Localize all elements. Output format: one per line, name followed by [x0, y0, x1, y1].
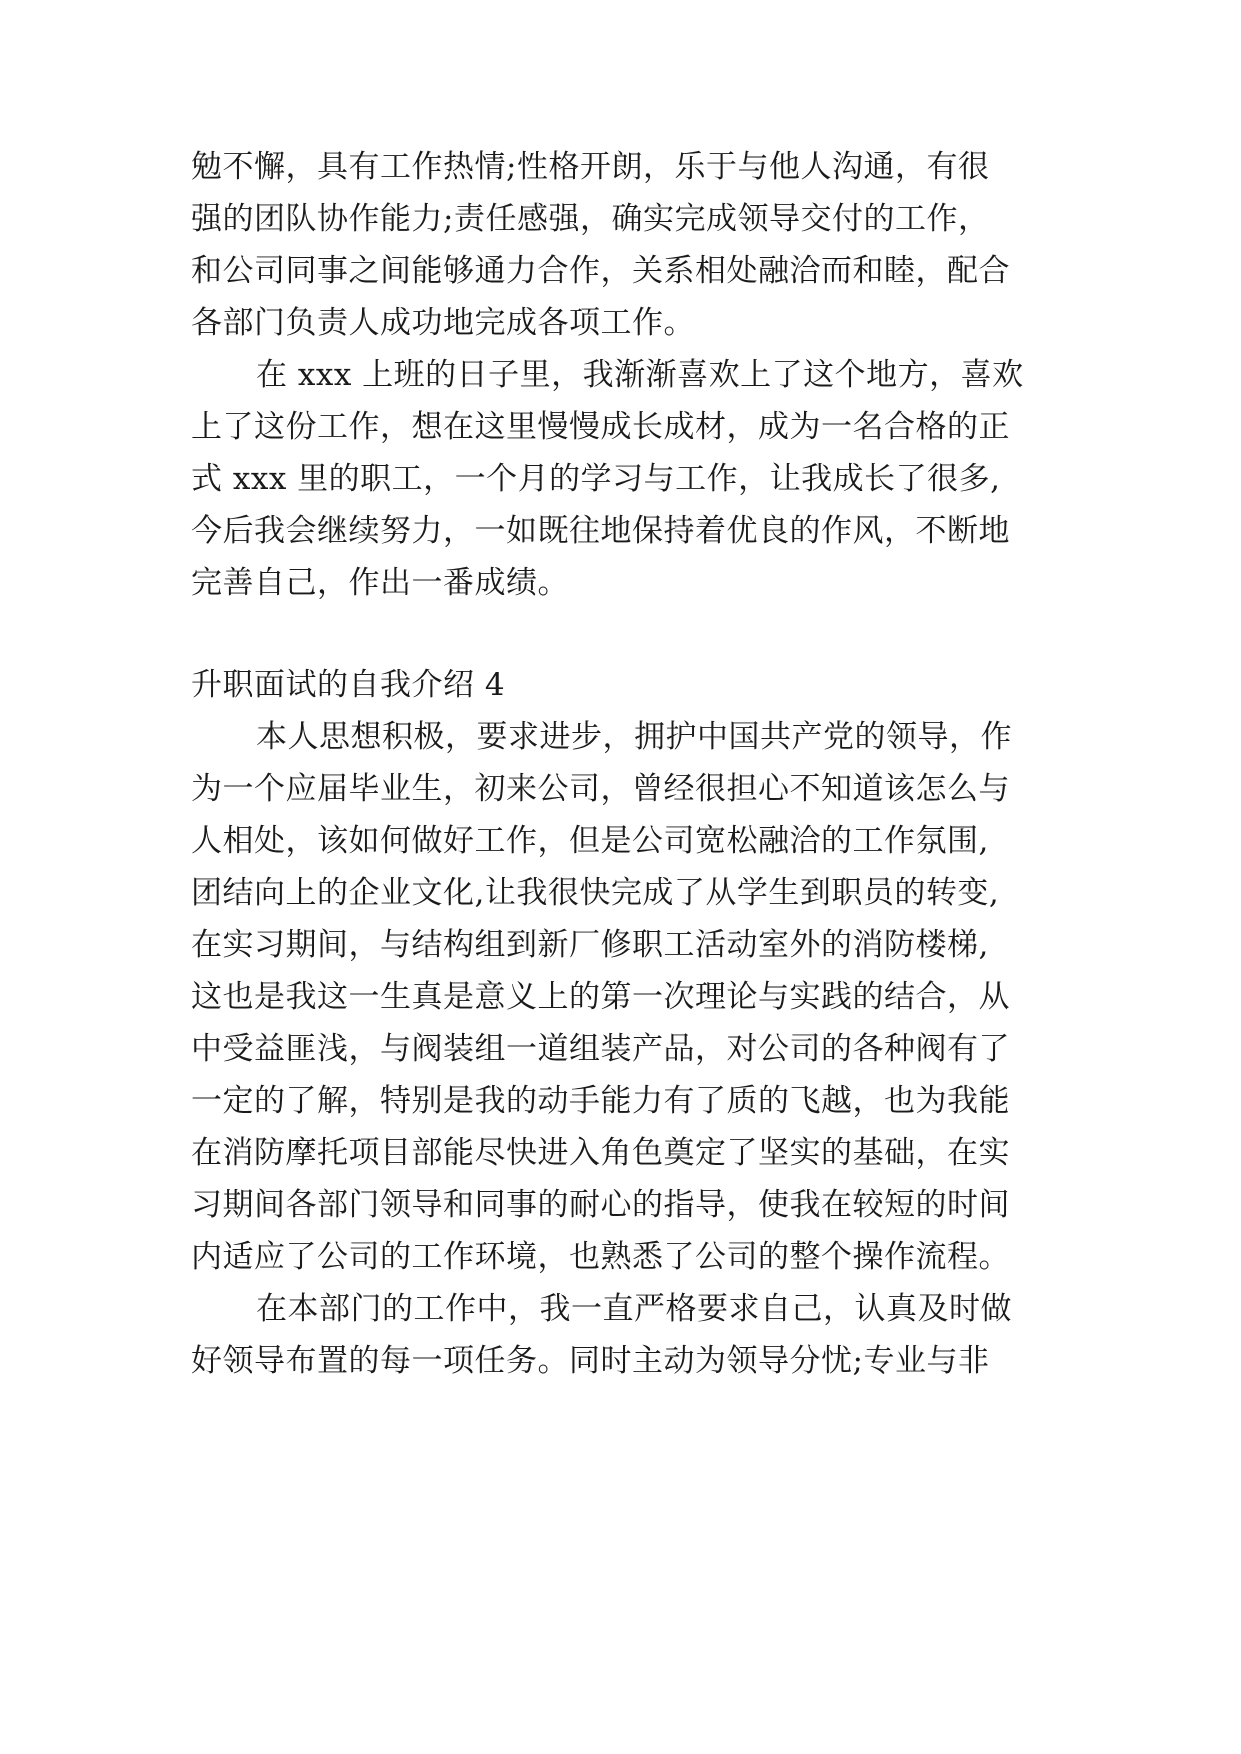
text-line: 本人思想积极，要求进步，拥护中国共产党的领导，作 [256, 719, 1012, 755]
text-line: 好领导布置的每一项任务。同时主动为领导分忧;专业与非 [191, 1343, 990, 1379]
text-line: 强的团队协作能力;责任感强，确实完成领导交付的工作， [191, 201, 990, 237]
text-line: 各部门负责人成功地完成各项工作。 [191, 305, 695, 341]
text-line: 内适应了公司的工作环境，也熟悉了公司的整个操作流程。 [191, 1239, 1010, 1275]
text-line: 这也是我这一生真是意义上的第一次理论与实践的结合，从 [191, 979, 1010, 1015]
text-line: 习期间各部门领导和同事的耐心的指导，使我在较短的时间 [191, 1187, 1010, 1223]
text-line: 在消防摩托项目部能尽快进入角色奠定了坚实的基础，在实 [191, 1135, 1010, 1171]
text-line: 完善自己，作出一番成绩。 [191, 565, 569, 601]
text-line: 和公司同事之间能够通力合作，关系相处融洽而和睦，配合 [191, 253, 1010, 289]
text-line: 一定的了解，特别是我的动手能力有了质的飞越，也为我能 [191, 1083, 1010, 1119]
text-line: 勉不懈，具有工作热情;性格开朗，乐于与他人沟通，有很 [191, 149, 990, 185]
text-line: 在 xxx 上班的日子里，我渐渐喜欢上了这个地方，喜欢 [256, 357, 1024, 393]
text-line: 人相处，该如何做好工作，但是公司宽松融洽的工作氛围, [191, 823, 989, 859]
text-line: 中受益匪浅，与阀装组一道组装产品，对公司的各种阀有了 [191, 1031, 1010, 1067]
text-line: 式 xxx 里的职工，一个月的学习与工作，让我成长了很多, [191, 461, 1001, 497]
text-line: 今后我会继续努力，一如既往地保持着优良的作风，不断地 [191, 513, 1010, 549]
text-line: 上了这份工作，想在这里慢慢成长成材，成为一名合格的正 [191, 409, 1010, 445]
text-line: 为一个应届毕业生，初来公司，曾经很担心不知道该怎么与 [191, 771, 1010, 807]
text-line: 团结向上的企业文化,让我很快完成了从学生到职员的转变, [191, 875, 1000, 911]
section-heading: 升职面试的自我介绍 4 [191, 667, 506, 703]
text-line: 在本部门的工作中，我一直严格要求自己，认真及时做 [256, 1291, 1012, 1327]
text-line: 在实习期间，与结构组到新厂修职工活动室外的消防楼梯, [191, 927, 989, 963]
